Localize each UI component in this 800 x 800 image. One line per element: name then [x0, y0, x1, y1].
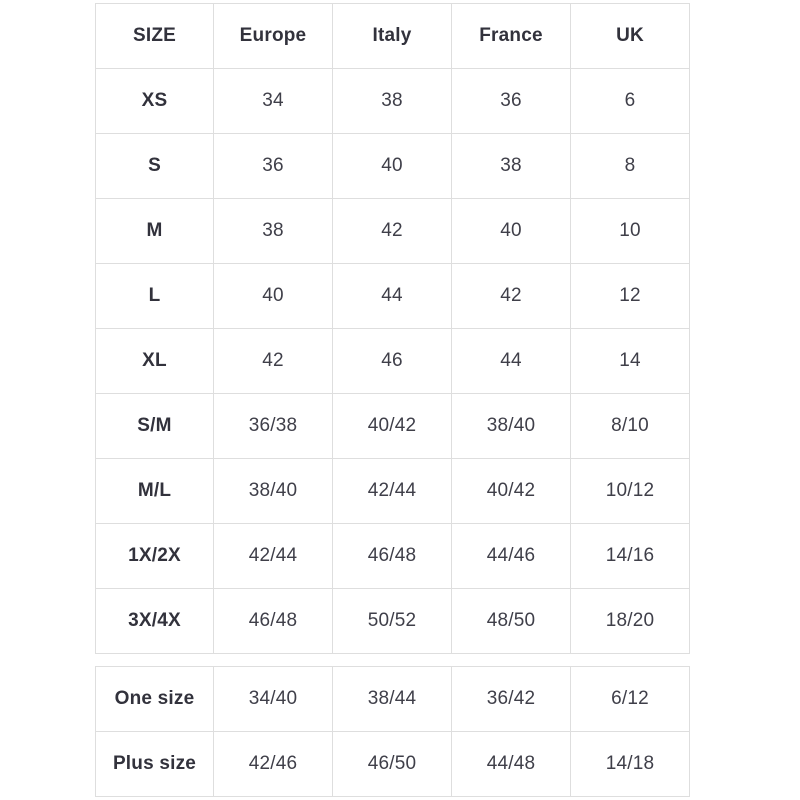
header-row — [96, 4, 690, 69]
table-row-m — [96, 199, 690, 264]
cell-europe: 34/40 — [214, 667, 333, 732]
column-header-france: France — [452, 4, 571, 69]
size-label: Plus size — [96, 732, 214, 797]
size-label: S — [96, 134, 214, 199]
cell-italy: 46/48 — [333, 524, 452, 589]
cell-uk: 6 — [571, 69, 690, 134]
cell-italy: 46 — [333, 329, 452, 394]
column-header-italy: Italy — [333, 4, 452, 69]
cell-italy: 50/52 — [333, 589, 452, 654]
cell-europe: 46/48 — [214, 589, 333, 654]
size-label: M/L — [96, 459, 214, 524]
cell-uk: 10 — [571, 199, 690, 264]
cell-uk: 14 — [571, 329, 690, 394]
table-row-xl — [96, 329, 690, 394]
cell-france: 36 — [452, 69, 571, 134]
size-label: XL — [96, 329, 214, 394]
size-conversion-table — [95, 3, 690, 654]
cell-uk: 14/18 — [571, 732, 690, 797]
cell-italy: 44 — [333, 264, 452, 329]
cell-france: 36/42 — [452, 667, 571, 732]
cell-italy: 46/50 — [333, 732, 452, 797]
cell-italy: 42/44 — [333, 459, 452, 524]
cell-italy: 40/42 — [333, 394, 452, 459]
cell-uk: 18/20 — [571, 589, 690, 654]
size-label: L — [96, 264, 214, 329]
size-label: 1X/2X — [96, 524, 214, 589]
cell-france: 40 — [452, 199, 571, 264]
cell-uk: 10/12 — [571, 459, 690, 524]
cell-europe: 42/44 — [214, 524, 333, 589]
size-label: S/M — [96, 394, 214, 459]
table-row-sm — [96, 394, 690, 459]
table-row-plus-size — [96, 732, 690, 797]
table-row-ml — [96, 459, 690, 524]
cell-uk: 8/10 — [571, 394, 690, 459]
table-row-xs — [96, 69, 690, 134]
cell-europe: 42/46 — [214, 732, 333, 797]
cell-france: 38/40 — [452, 394, 571, 459]
cell-france: 44/48 — [452, 732, 571, 797]
cell-europe: 38/40 — [214, 459, 333, 524]
cell-uk: 14/16 — [571, 524, 690, 589]
size-label: M — [96, 199, 214, 264]
cell-europe: 42 — [214, 329, 333, 394]
column-header-europe: Europe — [214, 4, 333, 69]
size-label: XS — [96, 69, 214, 134]
table-row-one-size — [96, 667, 690, 732]
column-header-size: SIZE — [96, 4, 214, 69]
cell-europe: 38 — [214, 199, 333, 264]
cell-europe: 36 — [214, 134, 333, 199]
size-label: 3X/4X — [96, 589, 214, 654]
cell-italy: 38 — [333, 69, 452, 134]
cell-uk: 6/12 — [571, 667, 690, 732]
cell-france: 38 — [452, 134, 571, 199]
cell-italy: 38/44 — [333, 667, 452, 732]
cell-france: 42 — [452, 264, 571, 329]
size-label: One size — [96, 667, 214, 732]
cell-uk: 12 — [571, 264, 690, 329]
column-header-uk: UK — [571, 4, 690, 69]
cell-italy: 42 — [333, 199, 452, 264]
table-row-l — [96, 264, 690, 329]
cell-france: 48/50 — [452, 589, 571, 654]
cell-france: 44/46 — [452, 524, 571, 589]
table-row-1x2x — [96, 524, 690, 589]
table-row-s — [96, 134, 690, 199]
cell-france: 44 — [452, 329, 571, 394]
table-row-3x4x — [96, 589, 690, 654]
cell-italy: 40 — [333, 134, 452, 199]
cell-france: 40/42 — [452, 459, 571, 524]
cell-europe: 36/38 — [214, 394, 333, 459]
cell-europe: 40 — [214, 264, 333, 329]
cell-europe: 34 — [214, 69, 333, 134]
cell-uk: 8 — [571, 134, 690, 199]
special-sizes-table — [95, 666, 690, 797]
